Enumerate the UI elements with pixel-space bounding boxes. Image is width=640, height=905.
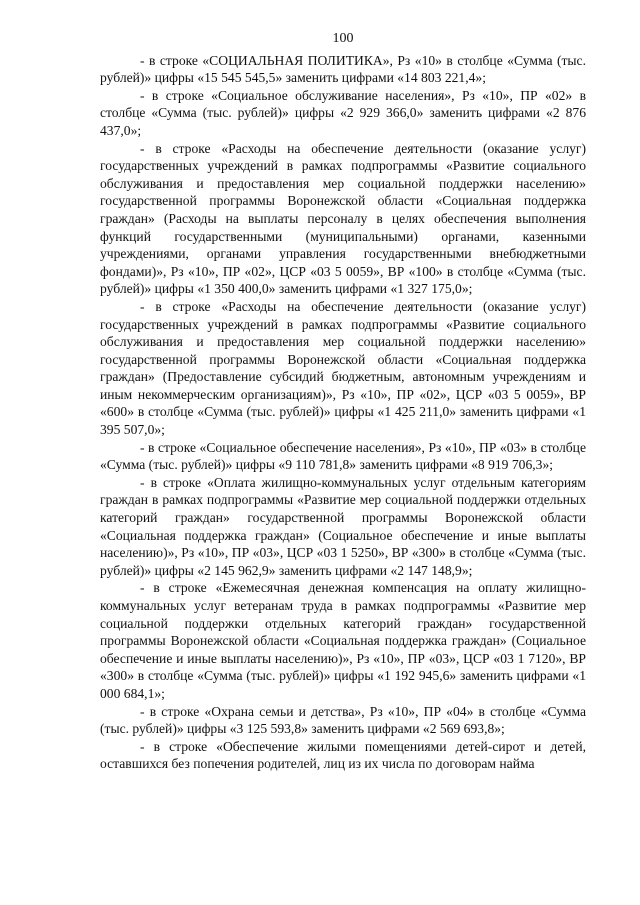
- page-number: 100: [332, 31, 354, 46]
- paragraph-social-services: - в строке «Социальное обслуживание населения», Рз «10», ПР «02» в столбце «Сумма (тыс. рублей)» цифры «2 929 366,0» заменить цифрами «2 876 437,0»;: [100, 87, 586, 138]
- paragraph-monthly-compensation: - в строке «Ежемесячная денежная компенсация на оплату жилищно-коммунальных услуг ветеранам труда в рамках подпрограммы «Развитие мер социальной поддержки отдельных категорий граждан» государственной программы Воронежской области «Социальная поддержка граждан» (Социальное обеспечение и иные выплаты населению)», Рз «10», ПР «03», ЦСР «03 1 7120», ВР «300» в столбце «Сумма (тыс. рублей)» цифры «1 192 945,6» заменить цифрами «1 000 684,1»;: [100, 580, 586, 701]
- paragraph-institutions-subsidies: - в строке «Расходы на обеспечение деятельности (оказание услуг) государственных учреждений в рамках подпрограммы «Развитие социального обслуживания и предоставления мер социальной поддержки населению» государственной программы Воронежской области «Социальная поддержка граждан» (Предоставление субсидий бюджетным, автономным учреждениям и иным некоммерческим организациям)», Рз «10», ПР «02», ЦСР «03 5 0059», ВР «600» в столбце «Сумма (тыс. рублей)» цифры «1 425 211,0» заменить цифрами «1 395 507,0»;: [100, 298, 586, 438]
- paragraph-housing-utilities: - в строке «Оплата жилищно-коммунальных услуг отдельным категориям граждан в рамках подпрограммы «Развитие мер социальной поддержки отдельных категорий граждан» государственной программы Воронежской области «Социальная поддержка граждан» (Социальное обеспечение и иные выплаты населению)», Рз «10», ПР «03», ЦСР «03 1 5250», ВР «300» в столбце «Сумма (тыс. рублей)» цифры «2 145 962,9» заменить цифрами «2 147 148,9»;: [100, 474, 586, 578]
- paragraph-social-policy: - в строке «СОЦИАЛЬНАЯ ПОЛИТИКА», Рз «10» в столбце «Сумма (тыс. рублей)» цифры «15 545 545,5» заменить цифрами «14 803 221,4»;: [100, 52, 586, 86]
- paragraph-orphans-housing: - в строке «Обеспечение жилыми помещениями детей-сирот и детей, оставшихся без попечения родителей, лиц из их числа по договорам найма: [100, 738, 586, 772]
- document-page: [100, 30, 586, 773]
- paragraph-social-security: - в строке «Социальное обеспечение населения», Рз «10», ПР «03» в столбце «Сумма (тыс. рублей)» цифры «9 110 781,8» заменить цифрами «8 919 706,3»;: [100, 439, 586, 473]
- paragraph-institutions-personnel: - в строке «Расходы на обеспечение деятельности (оказание услуг) государственных учреждений в рамках подпрограммы «Развитие социального обслуживания и предоставления мер социальной поддержки населению» государственной программы Воронежской области «Социальная поддержка граждан» (Расходы на выплаты персоналу в целях обеспечения выполнения функций государственными (муниципальными) органами, казенными учреждениями, органами управления государственными внебюджетными фондами)», Рз «10», ПР «02», ЦСР «03 5 0059», ВР «100» в столбце «Сумма (тыс. рублей)» цифры «1 350 400,0» заменить цифрами «1 327 175,0»;: [100, 140, 586, 297]
- paragraph-family-protection: - в строке «Охрана семьи и детства», Рз «10», ПР «04» в столбце «Сумма (тыс. рублей)» цифры «3 125 593,8» заменить цифрами «2 569 693,8»;: [100, 703, 586, 737]
